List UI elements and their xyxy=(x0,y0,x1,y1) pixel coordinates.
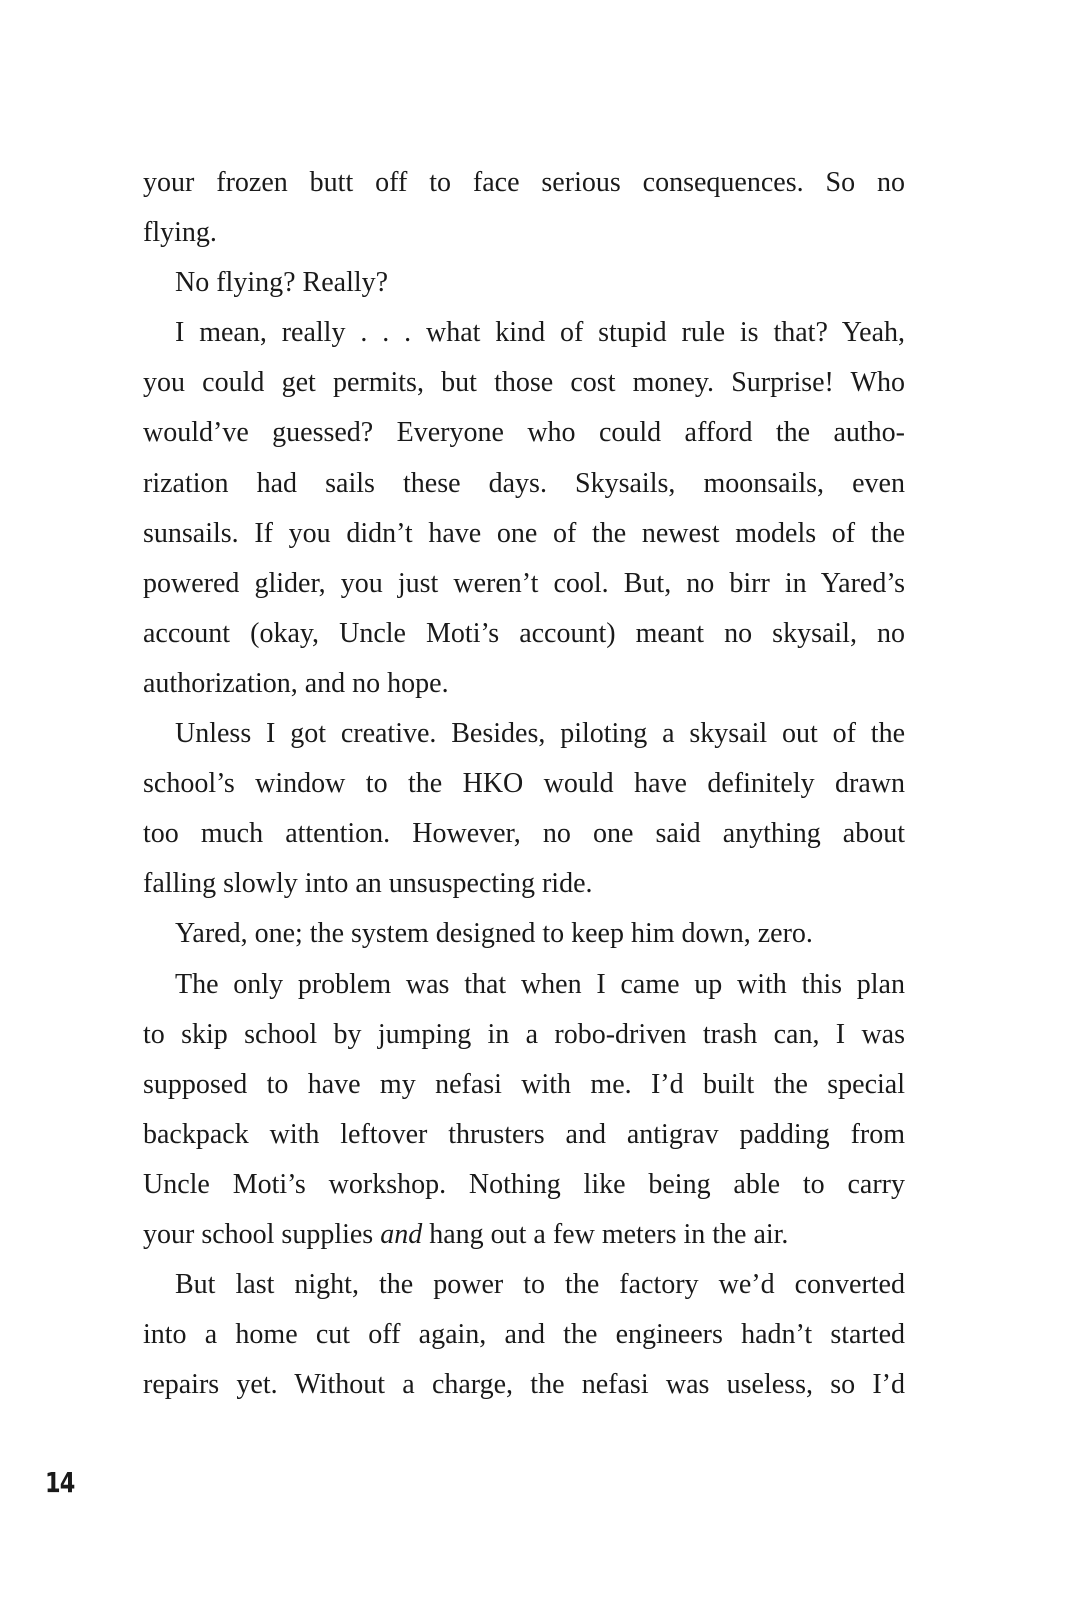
text-line: powered glider, you just weren’t cool. But, no birr in Yared’s xyxy=(143,567,905,599)
text-line: supposed to have my nefasi with me. I’d built the special xyxy=(143,1068,905,1100)
body-text xyxy=(143,158,905,1410)
text-line: sunsails. If you didn’t have one of the newest models of the xyxy=(143,517,905,549)
emphasis-text: and xyxy=(380,1218,423,1250)
text-line: too much attention. However, no one said anything about xyxy=(143,818,905,850)
text-line: I mean, really . . . what kind of stupid rule is that? Yeah, xyxy=(175,317,905,349)
text-line: Unless I got creative. Besides, piloting a skysail out of the xyxy=(175,718,905,750)
text-line: Yared, one; the system designed to keep him down, zero. xyxy=(175,918,813,950)
text-line: No flying? Really? xyxy=(175,267,389,299)
text-line: rization had sails these days. Skysails, moonsails, even xyxy=(143,467,905,499)
text-line: flying. xyxy=(143,217,217,249)
text-line: But last night, the power to the factory we’d converted xyxy=(175,1269,905,1301)
text-line: Uncle Moti’s workshop. Nothing like being able to carry xyxy=(143,1168,905,1200)
text-line xyxy=(143,1210,905,1260)
text-line: account (okay, Uncle Moti’s account) meant no skysail, no xyxy=(143,617,905,649)
text-line: repairs yet. Without a charge, the nefasi was useless, so I’d xyxy=(143,1369,905,1401)
text-line: you could get permits, but those cost money. Surprise! Who xyxy=(143,367,905,399)
text-line: backpack with leftover thrusters and antigrav padding from xyxy=(143,1118,905,1150)
text-segment: hang out a few meters in the air. xyxy=(422,1218,789,1250)
page-number: 14 xyxy=(45,1466,75,1499)
text-line: would’ve guessed? Everyone who could afford the autho- xyxy=(143,417,905,449)
text-line: school’s window to the HKO would have definitely drawn xyxy=(143,768,905,800)
text-segment: your school supplies xyxy=(143,1218,381,1250)
text-line: authorization, and no hope. xyxy=(143,667,449,699)
text-line: The only problem was that when I came up with this plan xyxy=(175,968,905,1000)
text-line: to skip school by jumping in a robo-driven trash can, I was xyxy=(143,1018,905,1050)
text-line: into a home cut off again, and the engineers hadn’t started xyxy=(143,1319,905,1351)
text-line: falling slowly into an unsuspecting ride. xyxy=(143,868,593,900)
text-line: your frozen butt off to face serious consequences. So no xyxy=(143,167,905,198)
